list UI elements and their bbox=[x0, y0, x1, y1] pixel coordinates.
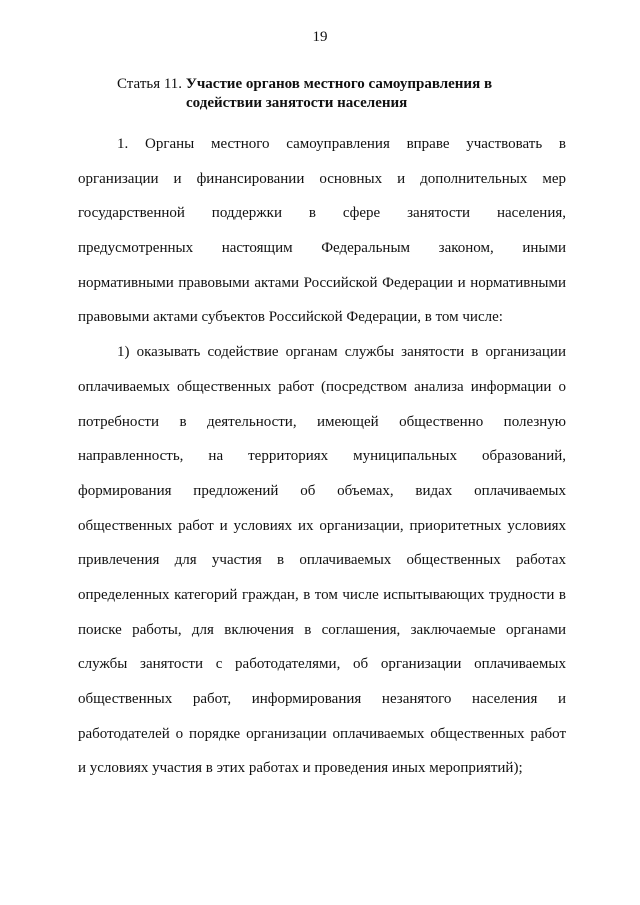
paragraph-2-line: 1) оказывать содействие органам службы занятости в организации bbox=[117, 344, 566, 361]
paragraph-2-line: направленность, на территориях муниципальных образований, bbox=[78, 448, 566, 465]
paragraph-1-line: 1. Органы местного самоуправления вправе участвовать в bbox=[117, 136, 566, 152]
paragraph-1-line: организации и финансировании основных и дополнительных мер bbox=[78, 170, 566, 187]
paragraph-1-line: правовыми актами субъектов Российской Федерации, в том числе: bbox=[78, 309, 503, 326]
page-number: 19 bbox=[312, 29, 328, 45]
article-title-line-1: Участие органов местного самоуправления в bbox=[185, 76, 493, 92]
paragraph-1-line: государственной поддержки в сфере занятости населения, bbox=[78, 205, 566, 222]
paragraph-2-line: определенных категорий граждан, в том числе испытывающих трудности в bbox=[78, 586, 566, 603]
paragraph-2-line: и условиях участия в этих работах и проведения иных мероприятий); bbox=[78, 760, 523, 777]
paragraph-2-line: службы занятости с работодателями, об организации оплачиваемых bbox=[78, 656, 566, 673]
article-body bbox=[78, 127, 566, 786]
paragraph-2-line: поиске работы, для включения в соглашения, заключаемые органами bbox=[78, 621, 566, 638]
article-heading bbox=[117, 75, 587, 113]
paragraph-2-line: общественных работ и условиях их организации, приоритетных условиях bbox=[78, 517, 566, 534]
article-title-line-2: содействии занятости населения bbox=[186, 95, 408, 111]
article-label: Статья 11. bbox=[117, 76, 183, 92]
paragraph-2-line: работодателей о порядке организации оплачиваемых общественных работ bbox=[78, 725, 566, 742]
paragraph-2-line: общественных работ, информирования незанятого населения и bbox=[78, 691, 566, 707]
paragraph-2-line: оплачиваемых общественных работ (посредством анализа информации о bbox=[78, 378, 566, 395]
paragraph-1-line: предусмотренных настоящим Федеральным законом, иными bbox=[78, 240, 566, 257]
paragraph-2-line: потребности в деятельности, имеющей общественно полезную bbox=[78, 413, 566, 430]
paragraph-2-line: привлечения для участия в оплачиваемых общественных работах bbox=[78, 552, 566, 569]
paragraph-1-line: нормативными правовыми актами Российской Федерации и нормативными bbox=[78, 274, 566, 291]
paragraph-2-line: формирования предложений об объемах, видах оплачиваемых bbox=[78, 482, 566, 499]
